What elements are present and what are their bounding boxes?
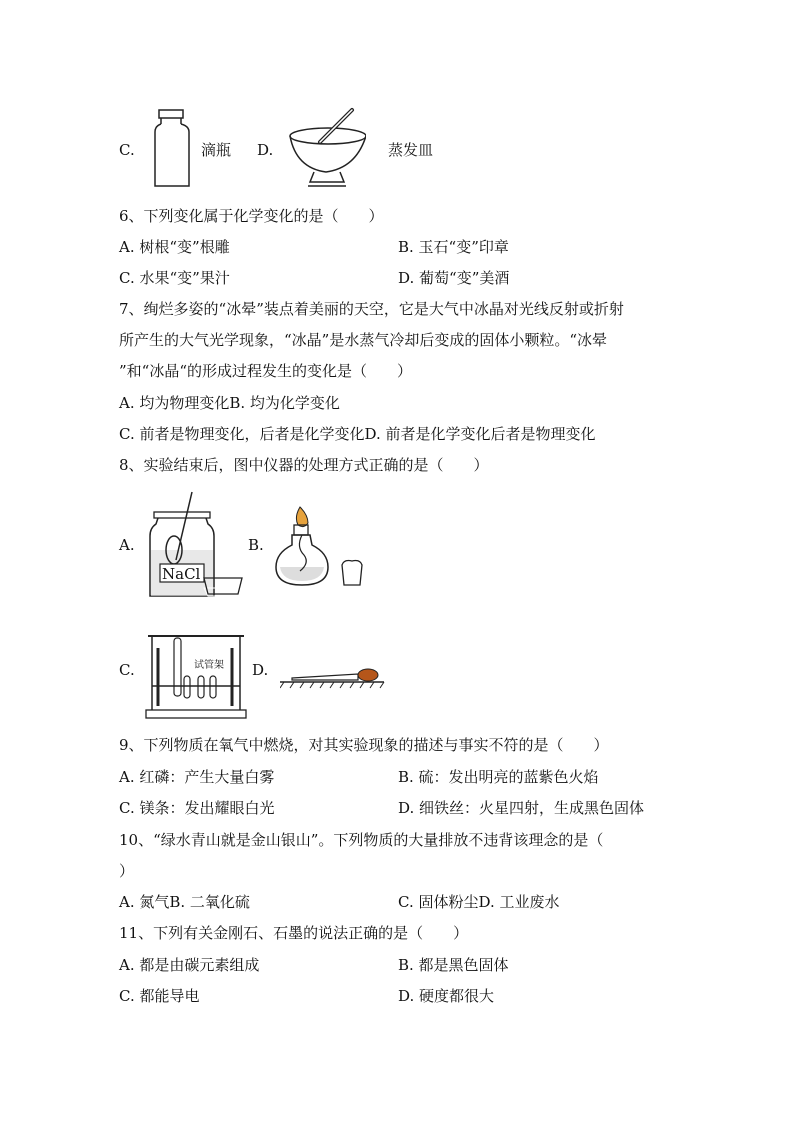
test-tube-rack-figure (144, 630, 248, 720)
q7-option-ab: A. 均为物理变化B. 均为化学变化 (119, 394, 340, 412)
q8-option-d-label: D. (252, 661, 269, 679)
q5-option-d-label: D. (257, 141, 274, 159)
q9-option-c: C. 镁条：发出耀眼白光 (119, 799, 275, 817)
test-tube-rack-label: 试管架 (194, 660, 224, 671)
q10-stem-line-2: ） (119, 862, 135, 880)
q8-option-b-label: B. (248, 536, 264, 554)
q11-option-d: D. 硬度都很大 (398, 987, 495, 1005)
q9-stem: 9、下列物质在氧气中燃烧，对其实验现象的描述与事实不符的是（ ） (119, 736, 609, 754)
evaporating-dish-figure (286, 106, 366, 190)
q7-stem-line-2: 所产生的大气光学现象，“冰晶”是水蒸气冷却后变成的固体小颗粒。“冰晕 (119, 331, 608, 349)
q9-option-b: B. 硫：发出明亮的蓝紫色火焰 (398, 768, 599, 786)
q11-option-a: A. 都是由碳元素组成 (119, 956, 260, 974)
q7-option-cd: C. 前者是物理变化，后者是化学变化D. 前者是化学变化后者是物理变化 (119, 425, 596, 443)
q9-option-a: A. 红磷：产生大量白雾 (119, 768, 275, 786)
dropper-on-table-figure (280, 660, 390, 690)
q11-option-b: B. 都是黑色固体 (398, 956, 509, 974)
q11-option-c: C. 都能导电 (119, 987, 200, 1005)
q7-stem-line-1: 7、绚烂多姿的“冰晕”装点着美丽的天空，它是大气中冰晶对光线反射或折射 (119, 300, 624, 318)
q10-option-cd: C. 固体粉尘D. 工业废水 (398, 893, 560, 911)
q8-stem: 8、实验结束后，图中仪器的处理方式正确的是（ ） (119, 456, 489, 474)
alcohol-lamp-figure (274, 505, 370, 589)
q8-option-c-label: C. (119, 661, 135, 679)
q10-option-ab: A. 氮气B. 二氧化硫 (119, 893, 250, 911)
q6-option-a: A. 树根“变”根雕 (119, 238, 230, 256)
q6-option-d: D. 葡萄“变”美酒 (398, 269, 510, 287)
q6-stem: 6、下列变化属于化学变化的是（ ） (119, 207, 384, 225)
q6-option-b: B. 玉石“变”印章 (398, 238, 509, 256)
q10-stem-line-1: 10、“绿水青山就是金山银山”。下列物质的大量排放不违背该理念的是（ (119, 831, 604, 849)
q11-stem: 11、下列有关金刚石、石墨的说法正确的是（ ） (119, 924, 469, 942)
nacl-label: NaCl (162, 565, 201, 583)
q7-stem-line-3: ”和“冰晶“的形成过程发生的变化是（ ） (119, 362, 413, 380)
q5-option-c-name: 滴瓶 (201, 141, 232, 159)
q6-option-c: C. 水果“变”果汁 (119, 269, 230, 287)
reagent-bottle-spoon-figure (146, 490, 246, 600)
q8-option-a-label: A. (119, 536, 135, 554)
q5-option-c-label: C. (119, 141, 135, 159)
dropper-bottle-figure (153, 108, 195, 188)
q9-option-d: D. 细铁丝：火星四射，生成黑色固体 (398, 799, 645, 817)
q5-option-d-name: 蒸发皿 (388, 141, 434, 159)
